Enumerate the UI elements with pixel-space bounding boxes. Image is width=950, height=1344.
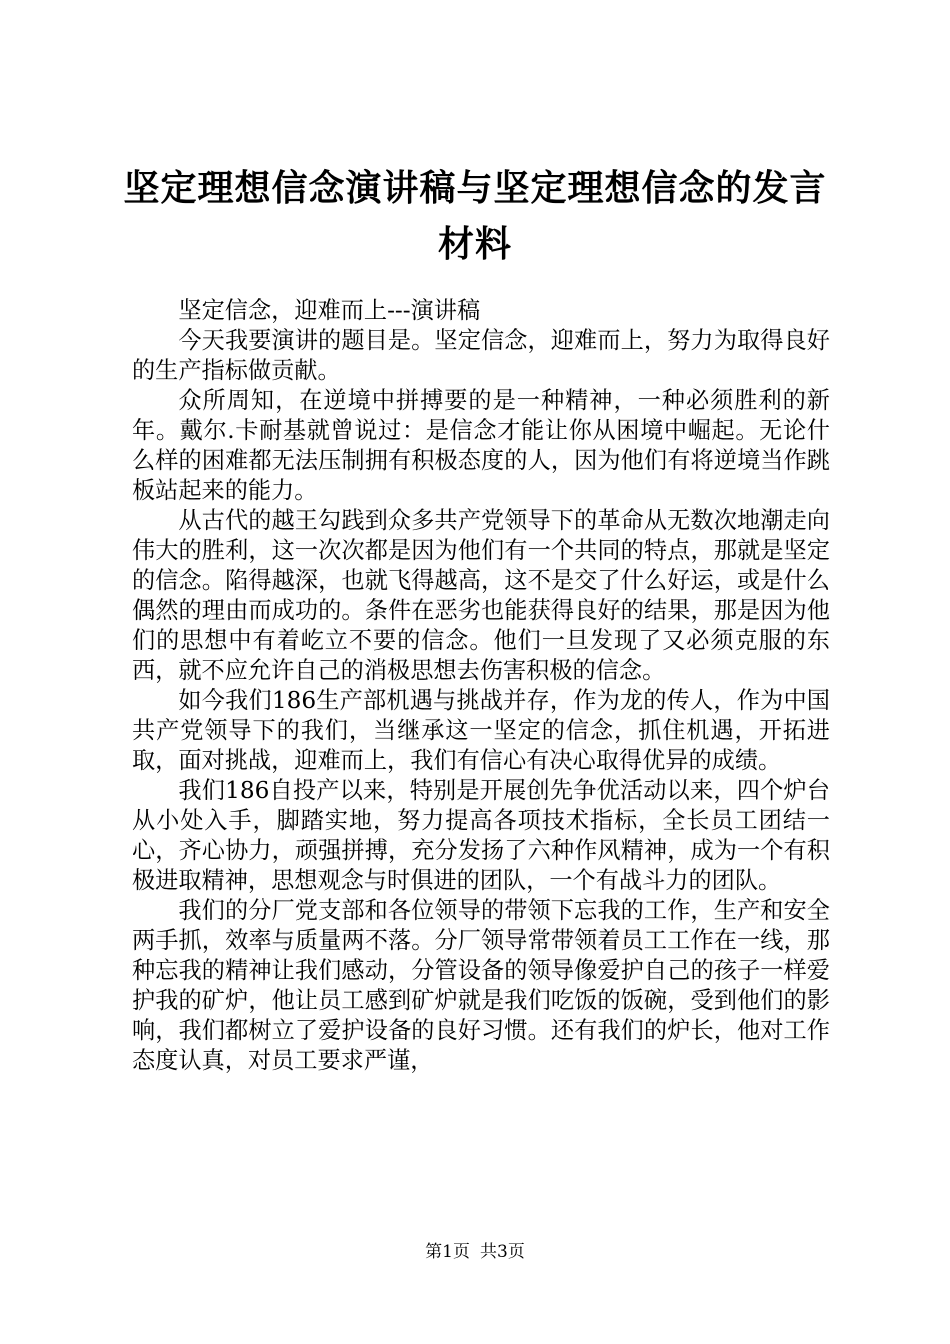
page-footer [0,1240,950,1264]
page-number-total: 共3页 [480,1242,525,1262]
paragraph: 众所周知，在逆境中拼搏要的是一种精神，一种必须胜利的新年。戴尔.卡耐基就曾说过：是信念才能让你从困境中崛起。无论什么样的困难都无法压制拥有积极态度的人，因为他们有将逆境当作跳板站起来的能力。 [132,387,830,504]
page-number-current: 第1页 [425,1242,470,1262]
paragraph: 今天我要演讲的题目是。坚定信念，迎难而上，努力为取得良好的生产指标做贡献。 [132,327,830,384]
paragraph-subtitle: 坚定信念，迎难而上---演讲稿 [178,297,481,324]
paragraph: 如今我们186生产部机遇与挑战并存，作为龙的传人，作为中国共产党领导下的我们，当继承这一坚定的信念，抓住机遇，开拓进取，面对挑战，迎难而上，我们有信心有决心取得优异的成绩。 [132,687,830,774]
document-body [132,296,830,1076]
paragraph: 我们186自投产以来，特别是开展创先争优活动以来，四个炉台从小处入手，脚踏实地，努力提高各项技术指标，全长员工团结一心，齐心协力，顽强拼搏，充分发扬了六种作风精神，成为一个有积极进取精神，思想观念与时俱进的团队，一个有战斗力的团队。 [132,777,830,894]
document-title: 坚定理想信念演讲稿与坚定理想信念的发言材料 [123,167,827,265]
paragraph: 我们的分厂党支部和各位领导的带领下忘我的工作，生产和安全两手抓，效率与质量两不落。分厂领导常带领着员工工作在一线，那种忘我的精神让我们感动，分管设备的领导像爱护自己的孩子一样爱护我的矿炉，他让员工感到矿炉就是我们吃饭的饭碗，受到他们的影响，我们都树立了爱护设备的良好习惯。还有我们的炉长，他对工作态度认真，对员工要求严谨， [132,897,830,1074]
paragraph: 从古代的越王勾践到众多共产党领导下的革命从无数次地潮走向伟大的胜利，这一次次都是因为他们有一个共同的特点，那就是坚定的信念。陷得越深，也就飞得越高，这不是交了什么好运，或是什么偶然的理由而成功的。条件在恶劣也能获得良好的结果，那是因为他们的思想中有着屹立不要的信念。他们一旦发现了又必须克服的东西，就不应允许自己的消极思想去伤害积极的信念。 [132,507,830,684]
